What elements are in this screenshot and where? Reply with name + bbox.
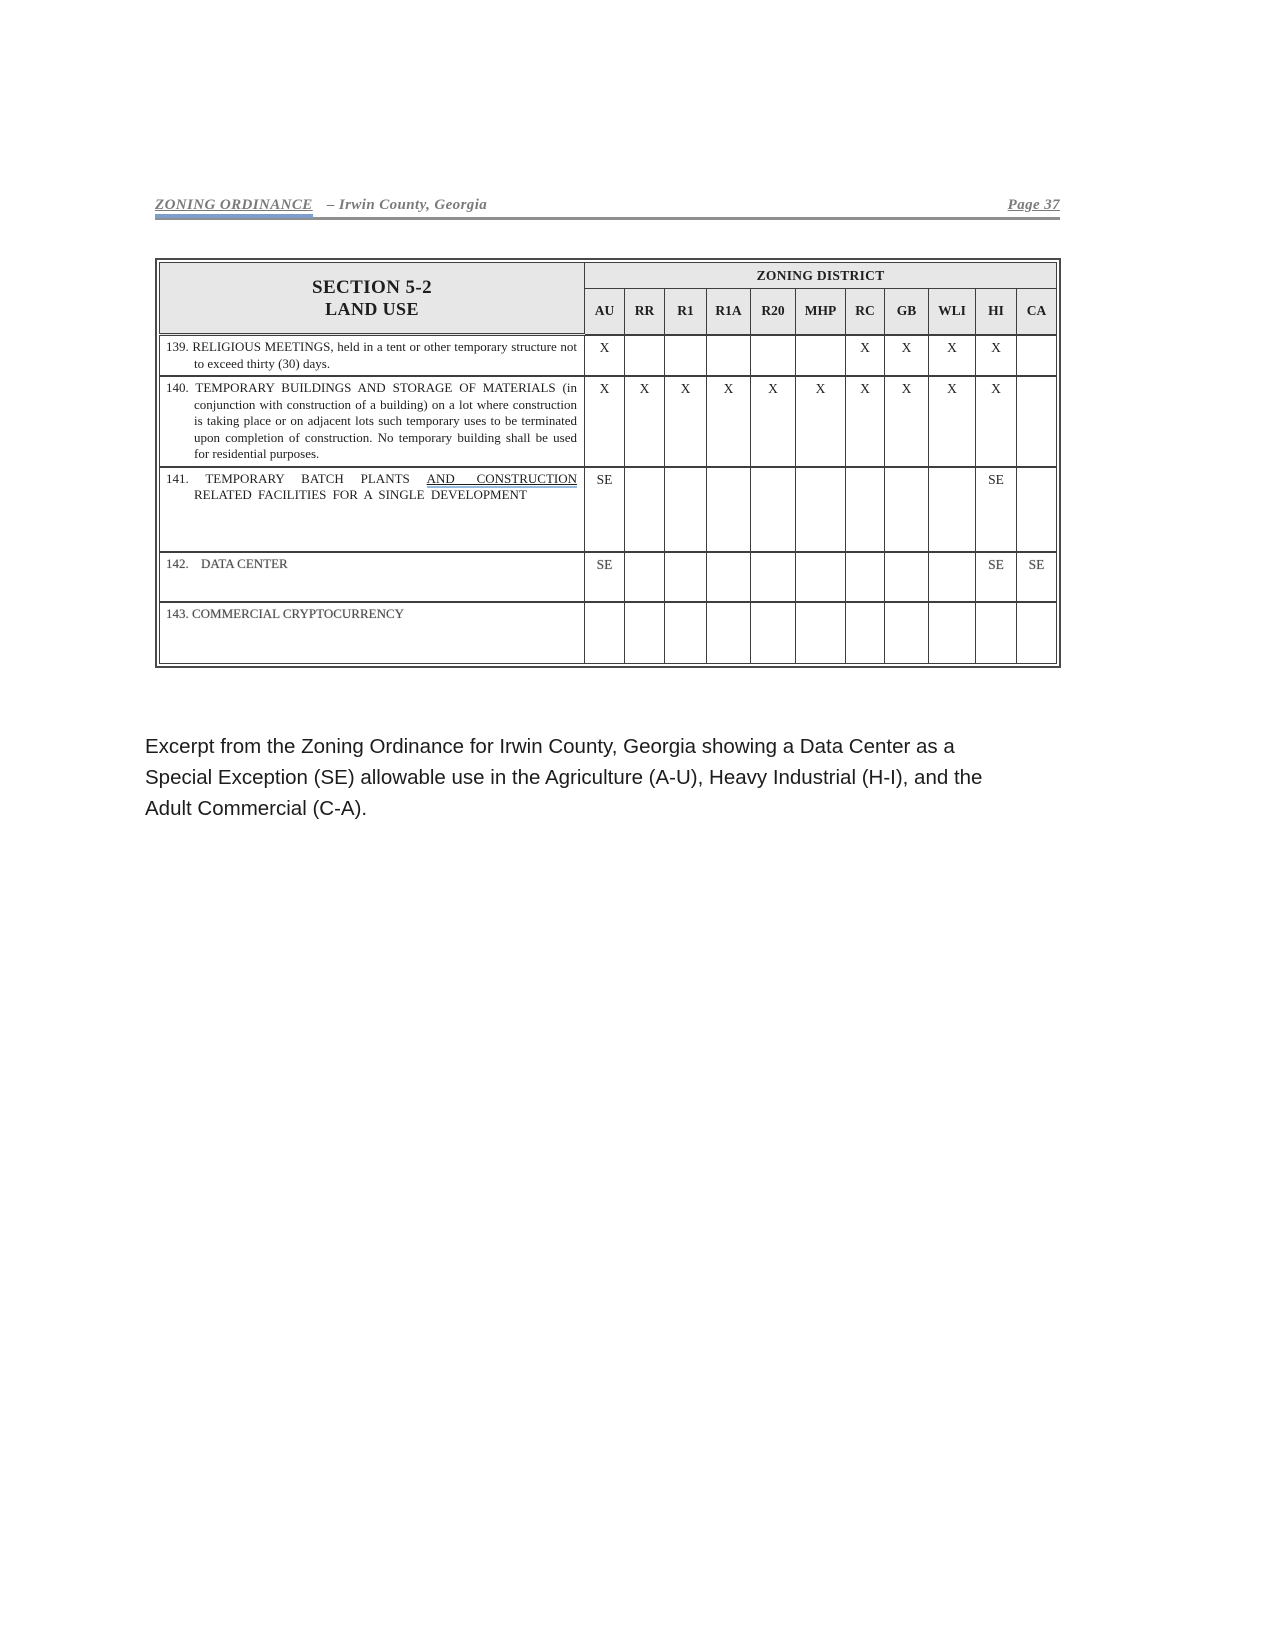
zone-cell-140-hi: X [976, 376, 1017, 467]
zone-cell-140-r20: X [751, 376, 796, 467]
zone-cell-141-mhp [796, 467, 846, 552]
figure-caption [145, 731, 1055, 824]
table-row-143-commercial-cryptocurrency [160, 602, 1057, 664]
land-use-text-142 [166, 556, 577, 573]
table-row-140-temporary-buildings [160, 376, 1057, 467]
zone-cell-141-hi: SE [976, 467, 1017, 552]
zone-cell-139-rr [625, 335, 665, 377]
zone-cell-140-wli: X [929, 376, 976, 467]
zone-cell-141-r20 [751, 467, 796, 552]
zone-cell-139-gb: X [885, 335, 929, 377]
zone-cell-140-r1a: X [707, 376, 751, 467]
land-use-text-140 [166, 380, 577, 463]
zone-cell-141-r1a [707, 467, 751, 552]
land-use-description-141 [160, 467, 585, 552]
zone-cell-140-rr: X [625, 376, 665, 467]
zone-cell-139-au: X [585, 335, 625, 377]
column-header-r1: R1 [665, 289, 707, 335]
page-header-left [155, 197, 487, 214]
table-row-142-data-center [160, 552, 1057, 602]
zone-cell-139-r1 [665, 335, 707, 377]
land-use-description-142 [160, 552, 585, 602]
zone-cell-141-rr [625, 467, 665, 552]
column-header-rc: RC [846, 289, 885, 335]
zone-cell-140-mhp: X [796, 376, 846, 467]
zone-cell-139-rc: X [846, 335, 885, 377]
zone-cell-143-r1 [665, 602, 707, 664]
column-header-ca: CA [1017, 289, 1057, 335]
caption-line-1: Excerpt from the Zoning Ordinance for Irwin County, Georgia showing a Data Center as a [145, 734, 955, 758]
zone-cell-141-wli [929, 467, 976, 552]
row-use-141-underlined-insertion: AND CONSTRUCTION [426, 470, 578, 486]
section-title: SECTION 5-2 [311, 276, 432, 298]
zone-cell-143-au [585, 602, 625, 664]
zone-cell-139-r1a [707, 335, 751, 377]
row-use-141-suffix: RELATED FACILITIES FOR A SINGLE DEVELOPMENT [194, 487, 527, 502]
zone-cell-142-mhp [796, 552, 846, 602]
zone-cell-141-rc [846, 467, 885, 552]
zone-cell-142-ca: SE [1017, 552, 1057, 602]
section-subtitle: LAND USE [325, 298, 419, 319]
caption-line-2: Special Exception (SE) allowable use in the Agriculture (A-U), Heavy Industrial (H-I), and the [145, 765, 983, 789]
zone-cell-142-r1 [665, 552, 707, 602]
zone-cell-142-gb [885, 552, 929, 602]
zone-cell-142-rr [625, 552, 665, 602]
zone-cell-140-rc: X [846, 376, 885, 467]
caption-line-3: Adult Commercial (C-A). [145, 796, 368, 820]
document-subtitle: – Irwin County, Georgia [326, 197, 488, 213]
zone-cell-143-gb [885, 602, 929, 664]
document-title: ZONING ORDINANCE [155, 197, 313, 213]
zone-cell-143-mhp [796, 602, 846, 664]
page-header [155, 197, 1060, 220]
land-use-text-143 [166, 606, 577, 623]
zone-cell-139-mhp [796, 335, 846, 377]
zone-cell-141-gb [885, 467, 929, 552]
zone-cell-143-wli [929, 602, 976, 664]
table-row-139-religious-meetings [160, 335, 1057, 377]
row-number-142: 142. [166, 555, 189, 571]
zone-cell-140-au: X [585, 376, 625, 467]
zone-cell-143-rc [846, 602, 885, 664]
zoning-table-frame [155, 258, 1061, 668]
row-use-141-prefix: TEMPORARY BATCH PLANTS [205, 470, 410, 486]
zone-cell-139-ca [1017, 335, 1057, 377]
zone-cell-142-au: SE [585, 552, 625, 602]
zone-cell-142-hi: SE [976, 552, 1017, 602]
row-use-142: DATA CENTER [201, 555, 288, 571]
land-use-text-141 [166, 471, 577, 504]
column-header-rr: RR [625, 289, 665, 335]
zone-cell-143-r1a [707, 602, 751, 664]
column-header-r1a: R1A [707, 289, 751, 335]
zone-cell-140-ca [1017, 376, 1057, 467]
column-header-mhp: MHP [796, 289, 846, 335]
land-use-description-140 [160, 376, 585, 467]
zone-cell-141-au: SE [585, 467, 625, 552]
zone-cell-139-r20 [751, 335, 796, 377]
zone-cell-142-wli [929, 552, 976, 602]
table-header-row-top [160, 263, 1057, 289]
column-header-r20: R20 [751, 289, 796, 335]
land-use-description-143 [160, 602, 585, 664]
zone-cell-143-r20 [751, 602, 796, 664]
column-header-hi: HI [976, 289, 1017, 335]
row-use-140: TEMPORARY BUILDINGS AND STORAGE OF MATERIALS (in conjunction with construction of a building) on a lot where construction is taking place or on adjacent lots such temporary uses to be terminated upon completion of construction. No temporary building shall be used for residential purposes. [194, 380, 578, 461]
zone-cell-140-r1: X [665, 376, 707, 467]
zoning-district-band: ZONING DISTRICT [585, 263, 1057, 289]
zone-cell-142-r20 [751, 552, 796, 602]
zone-cell-142-rc [846, 552, 885, 602]
column-header-gb: GB [885, 289, 929, 335]
row-number-139: 139. [166, 339, 189, 354]
zone-cell-140-gb: X [885, 376, 929, 467]
zone-cell-141-ca [1017, 467, 1057, 552]
zone-cell-141-r1 [665, 467, 707, 552]
land-use-text-139 [166, 339, 577, 372]
row-use-143: COMMERCIAL CRYPTOCURRENCY [192, 605, 405, 621]
section-header-cell [160, 263, 585, 335]
row-number-143: 143. [166, 605, 189, 621]
row-number-140: 140. [166, 380, 189, 395]
zone-cell-143-ca [1017, 602, 1057, 664]
zoning-land-use-table [159, 262, 1057, 664]
zone-cell-142-r1a [707, 552, 751, 602]
column-header-wli: WLI [929, 289, 976, 335]
zone-cell-139-wli: X [929, 335, 976, 377]
zone-cell-143-hi [976, 602, 1017, 664]
column-header-au: AU [585, 289, 625, 335]
land-use-description-139 [160, 335, 585, 377]
zone-cell-139-hi: X [976, 335, 1017, 377]
table-row-141-temporary-batch-plants [160, 467, 1057, 552]
zone-cell-143-rr [625, 602, 665, 664]
row-number-141: 141. [166, 470, 189, 486]
page-number: Page 37 [1007, 197, 1060, 213]
row-use-139: RELIGIOUS MEETINGS, held in a tent or other temporary structure not to exceed thirty (30) days. [192, 339, 577, 371]
